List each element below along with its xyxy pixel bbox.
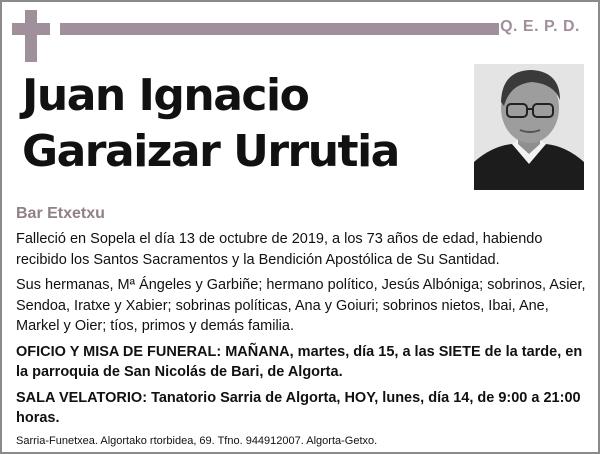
deceased-name-line-1: Juan Ignacio bbox=[22, 70, 309, 121]
cross-icon bbox=[12, 10, 50, 62]
deceased-name bbox=[22, 68, 462, 180]
family-paragraph: Sus hermanas, Mª Ángeles y Garbiñe; hermano político, Jesús Albóniga; sobrinos, Asier, Sendoa, Iratxe y Xabier; sobrinas políticas, Ana y Goiuri; sobrinos nietos, Ibai, Ane, Markel y Oier; tíos, primos y demás familia. bbox=[16, 277, 586, 334]
qepd-label: Q. E. P. D. bbox=[500, 18, 580, 35]
portrait-image bbox=[474, 64, 584, 190]
funeral-home-footer: Sarria-Funetxea. Algortako rtorbidea, 69. Tfno. 944912007. Algorta-Getxo. bbox=[16, 435, 378, 447]
portrait-photo bbox=[474, 64, 584, 190]
death-paragraph: Falleció en Sopela el día 13 de octubre de 2019, a los 73 años de edad, habiendo recibido los Santos Sacramentos y la Bendición Apostólica de Su Santidad. bbox=[16, 231, 543, 268]
header-divider bbox=[60, 23, 499, 35]
obituary-body bbox=[16, 203, 588, 434]
funeral-paragraph: OFICIO Y MISA DE FUNERAL: MAÑANA, martes, día 15, a las SIETE de la tarde, en la parroquia de San Nicolás de Bari, de Algorta. bbox=[16, 343, 583, 380]
subtitle: Bar Etxetxu bbox=[16, 205, 105, 222]
wake-paragraph: SALA VELATORIO: Tanatorio Sarria de Algorta, HOY, lunes, día 14, de 9:00 a 21:00 horas. bbox=[16, 389, 581, 426]
deceased-name-line-2: Garaizar Urrutia bbox=[22, 126, 399, 177]
